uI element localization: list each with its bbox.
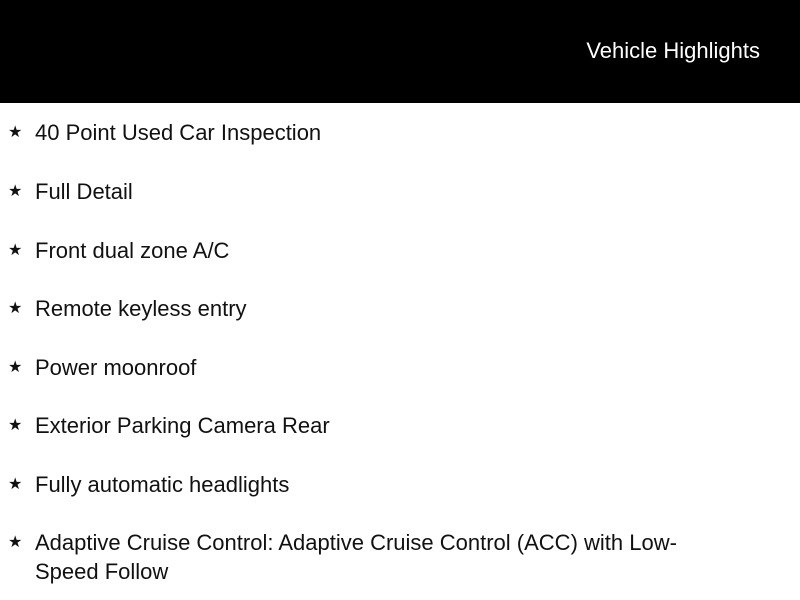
list-item [0,118,740,147]
highlight-label: Exterior Parking Camera Rear [35,413,330,438]
list-item [0,353,740,382]
list-item [0,236,740,265]
header-banner [0,0,800,103]
star-icon: ★ [8,476,23,493]
list-item [0,294,740,323]
list-item [0,411,740,440]
star-icon: ★ [8,183,23,200]
star-icon: ★ [8,300,23,317]
highlight-label: Fully automatic headlights [35,472,290,497]
highlight-label: 40 Point Used Car Inspection [35,120,322,145]
highlight-label: Remote keyless entry [35,296,247,321]
star-icon: ★ [8,359,23,376]
highlight-label: Full Detail [35,179,133,204]
highlight-label: Front dual zone A/C [35,238,230,263]
star-icon: ★ [8,242,23,259]
list-item [0,177,740,206]
page-title: Vehicle Highlights [586,38,760,63]
highlight-label: Power moonroof [35,355,197,380]
list-item [0,470,740,499]
list-item [0,528,740,586]
star-icon: ★ [8,124,23,141]
star-icon: ★ [8,417,23,434]
star-icon: ★ [8,534,23,551]
highlight-label: Adaptive Cruise Control: Adaptive Cruise Control (ACC) with Low-Speed Follow [35,530,677,584]
